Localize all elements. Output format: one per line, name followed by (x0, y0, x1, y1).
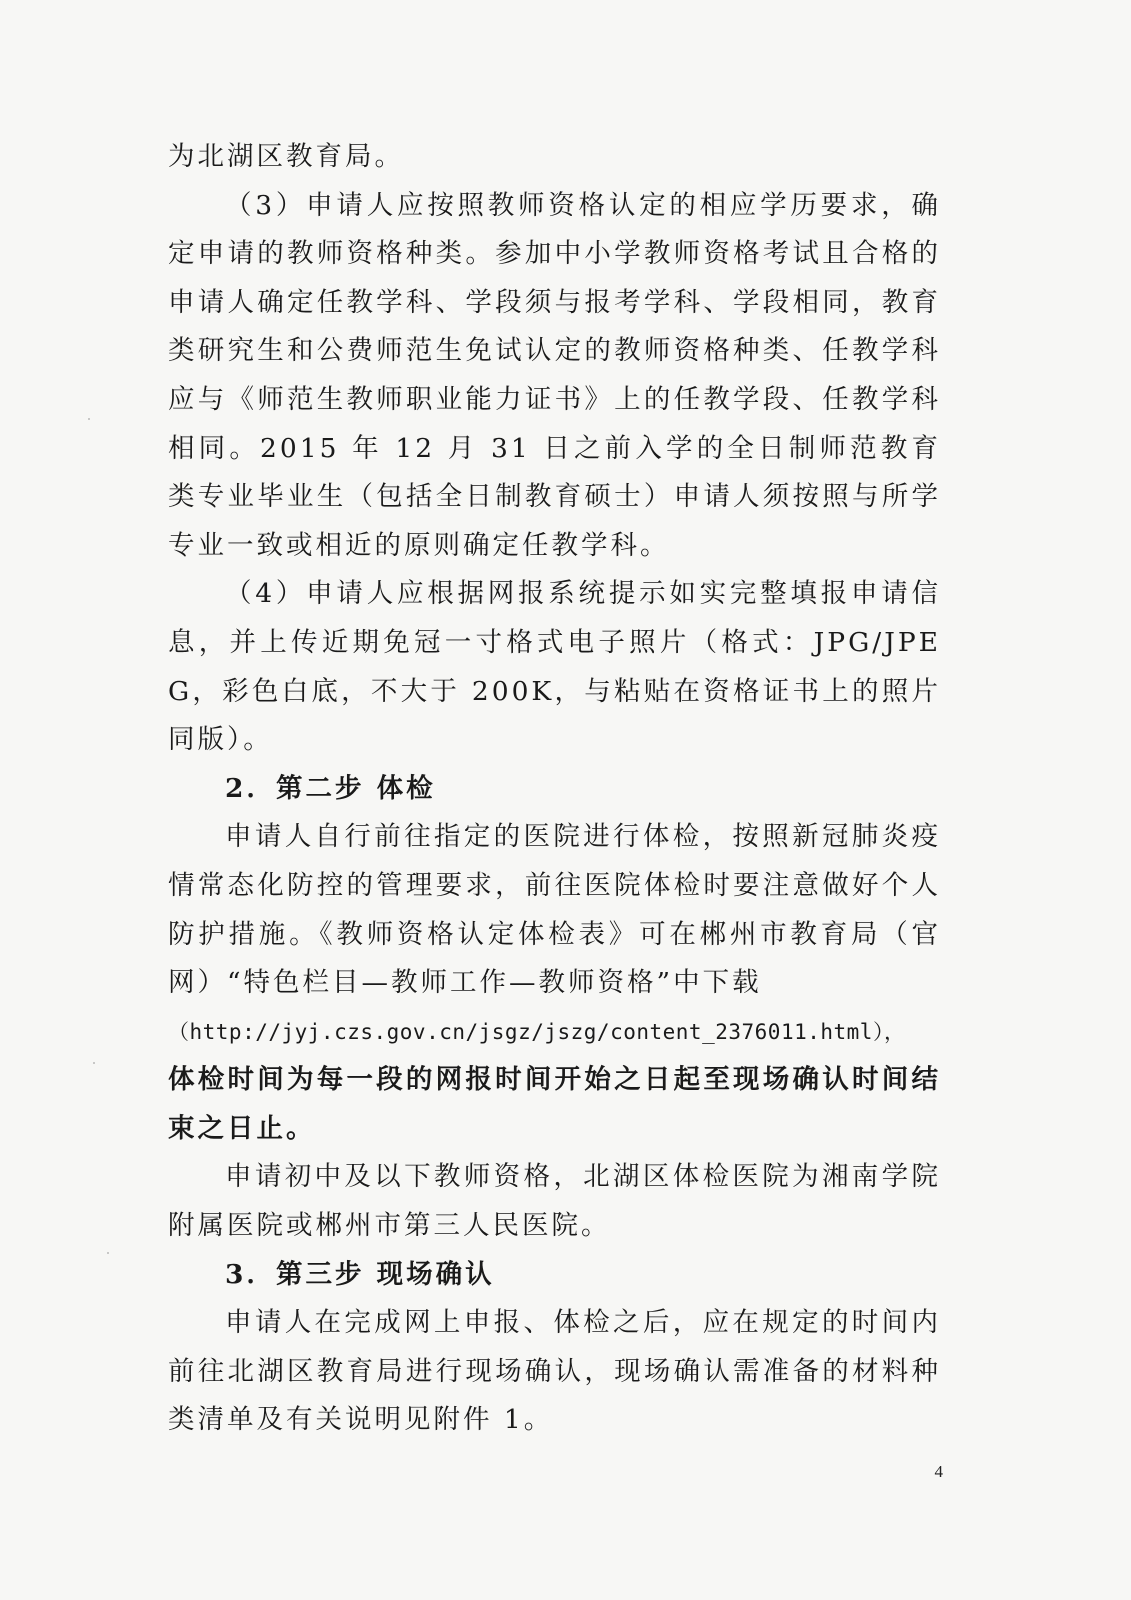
scan-speck (93, 1062, 95, 1064)
document-body (168, 133, 941, 1445)
scan-speck (107, 1252, 109, 1254)
scan-speck (88, 418, 90, 420)
download-url: （http://jyj.czs.gov.cn/jsgz/jszg/content_2376011.html）， (168, 1019, 906, 1044)
paragraph-onsite-confirmation: 申请人在完成网上申报、体检之后，应在规定的时间内前往北湖区教育局进行现场确认，现场确认需准备的材料种类清单及有关说明见附件 1。 (168, 1307, 941, 1436)
page-number: 4 (934, 1462, 943, 1481)
paragraph-item-3: （3）申请人应按照教师资格认定的相应学历要求，确定申请的教师资格种类。参加中小学教师资格考试且合格的申请人确定任教学科、学段须与报考学科、学段相同，教育类研究生和公费师范生免试认定的教师资格种类、任教学科应与《师范生教师职业能力证书》上的任教学段、任教学科相同。2015 年 12 月 31 日之前入学的全日制师范教育类专业毕业生（包括全日制教育硕士）申请人须按照与所学专业一致或相近的原则确定任教学科。 (168, 189, 941, 561)
paragraph-health-check: 申请人自行前往指定的医院进行体检，按照新冠肺炎疫情常态化防控的管理要求，前往医院体检时要注意做好个人防护措施。《教师资格认定体检表》可在郴州市教育局（官网）“特色栏目—教师工作—教师资格”中下载 (168, 821, 941, 999)
paragraph-health-check-time: 体检时间为每一段的网报时间开始之日起至现场确认时间结束之日止。 (168, 1064, 941, 1144)
paragraph-item-4: （4）申请人应根据网报系统提示如实完整填报申请信息，并上传近期免冠一寸格式电子照片（格式：JPG/JPEG，彩色白底，不大于 200K，与粘贴在资格证书上的照片同版）。 (168, 578, 941, 756)
paragraph-continuation: 为北湖区教育局。 (168, 141, 404, 172)
paragraph-hospital: 申请初中及以下教师资格，北湖区体检医院为湘南学院附属医院或郴州市第三人民医院。 (168, 1161, 941, 1242)
section-heading-step-2: 2．第二步 体检 (225, 772, 436, 804)
section-heading-step-3: 3．第三步 现场确认 (225, 1258, 495, 1290)
